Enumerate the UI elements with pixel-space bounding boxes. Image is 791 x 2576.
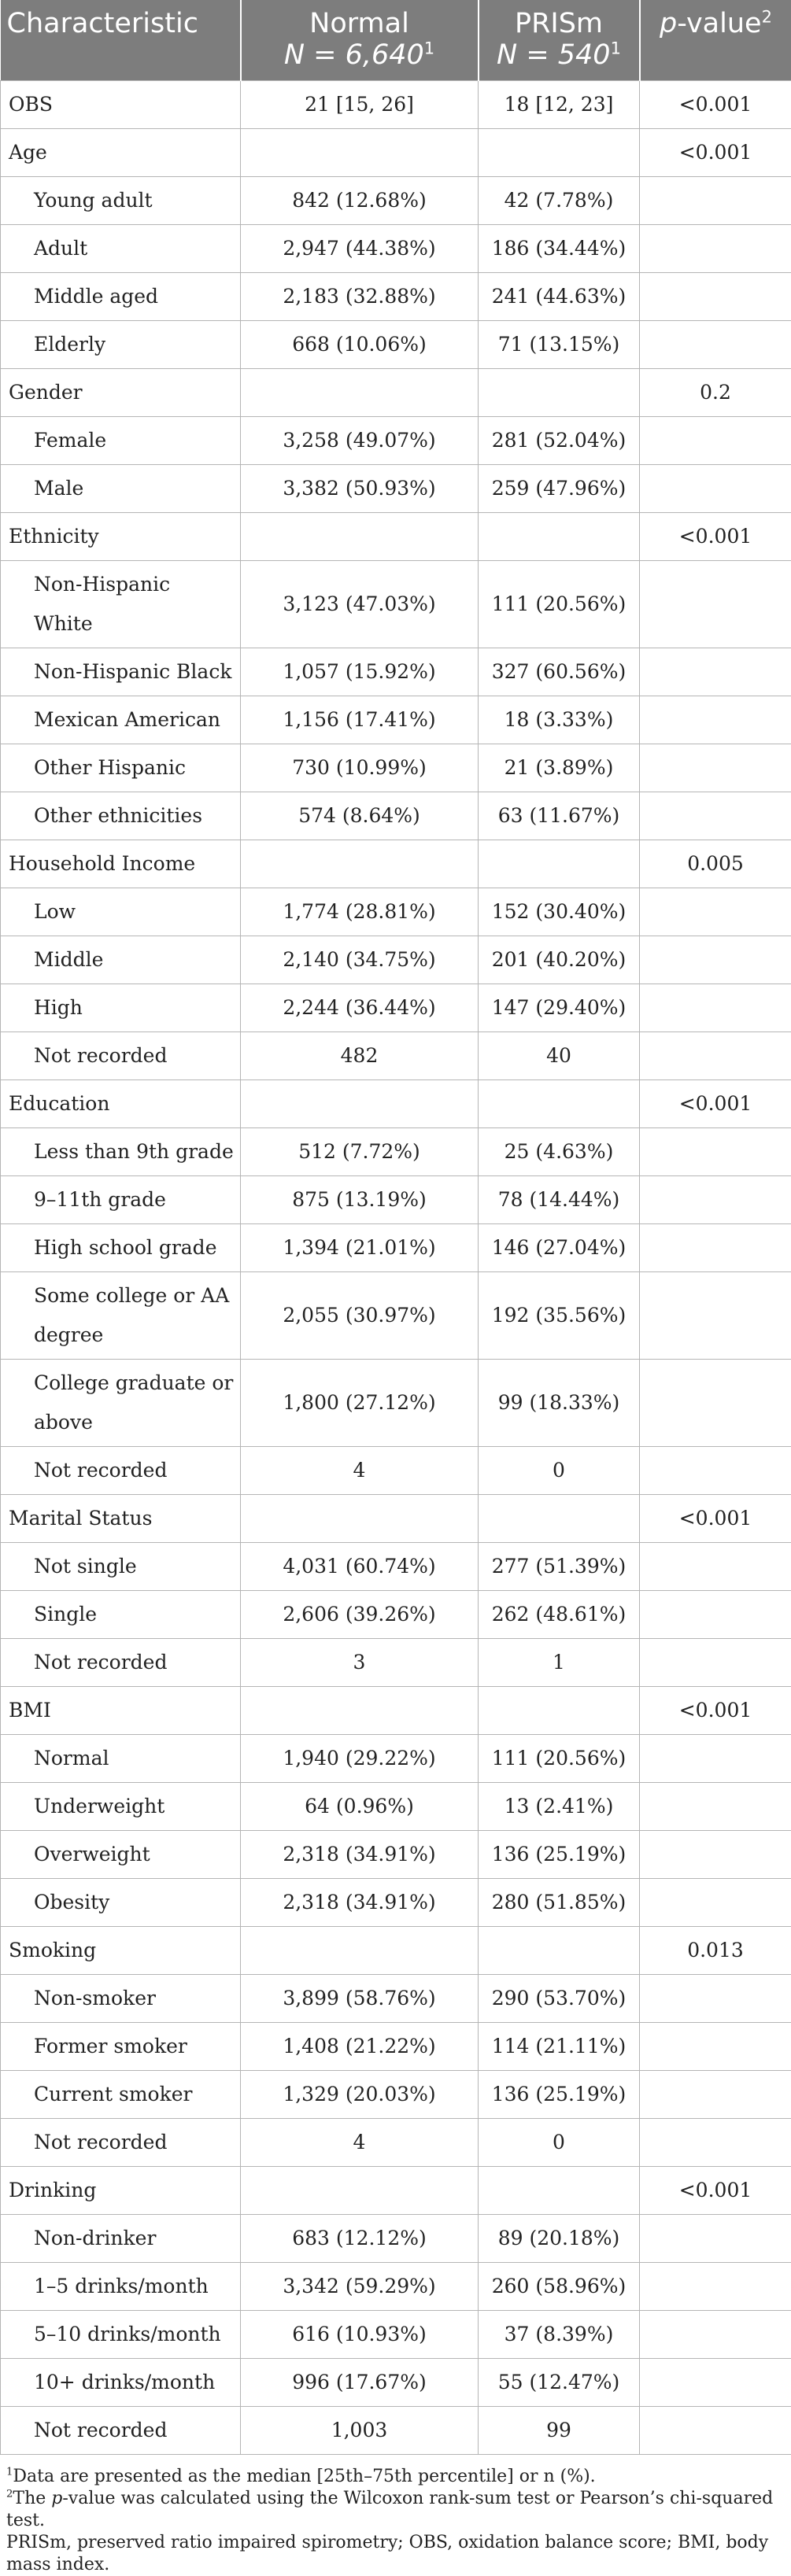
cell-characteristic: Some college or AA degree bbox=[1, 1272, 241, 1360]
cell-pvalue bbox=[640, 465, 791, 513]
cell-normal: 2,318 (34.91%) bbox=[241, 1831, 479, 1879]
cell-normal: 4,031 (60.74%) bbox=[241, 1543, 479, 1591]
table-row-category bbox=[1, 1687, 791, 1735]
cell-prism: 136 (25.19%) bbox=[479, 1831, 640, 1879]
cell-prism: 99 bbox=[479, 2407, 640, 2455]
footnote-1: $^1$Data are presented as the median [25th–75th percentile] or n (%). bbox=[6, 2466, 785, 2488]
cell-pvalue bbox=[640, 561, 791, 648]
cell-normal: 3,258 (49.07%) bbox=[241, 417, 479, 465]
cell-normal: 574 (8.64%) bbox=[241, 792, 479, 840]
cell-normal: 3,382 (50.93%) bbox=[241, 465, 479, 513]
cell-normal bbox=[241, 1927, 479, 1975]
cell-normal: 1,394 (21.01%) bbox=[241, 1224, 479, 1272]
cell-characteristic: Not single bbox=[1, 1543, 241, 1591]
cell-characteristic: Other Hispanic bbox=[1, 744, 241, 792]
cell-normal: 1,156 (17.41%) bbox=[241, 696, 479, 744]
cell-prism: 201 (40.20%) bbox=[479, 936, 640, 984]
cell-characteristic: Single bbox=[1, 1591, 241, 1639]
cell-normal bbox=[241, 513, 479, 561]
cell-prism: 114 (21.11%) bbox=[479, 2023, 640, 2071]
table-row-sub bbox=[1, 1975, 791, 2023]
cell-pvalue bbox=[640, 984, 791, 1032]
cell-characteristic: Non-Hispanic White bbox=[1, 561, 241, 648]
header-pvalue: p-value$^2$ bbox=[640, 0, 791, 81]
cell-prism bbox=[479, 1687, 640, 1735]
table-row-category bbox=[1, 129, 791, 177]
cell-pvalue bbox=[640, 2311, 791, 2359]
cell-prism: 13 (2.41%) bbox=[479, 1783, 640, 1831]
cell-prism bbox=[479, 2167, 640, 2215]
cell-pvalue bbox=[640, 177, 791, 225]
footnote-2: $^2$The p-value was calculated using the Wilcoxon rank-sum test or Pearson’s chi-squared test. bbox=[6, 2488, 785, 2532]
cell-pvalue bbox=[640, 1639, 791, 1687]
cell-characteristic: Not recorded bbox=[1, 1447, 241, 1495]
cell-prism: 290 (53.70%) bbox=[479, 1975, 640, 2023]
cell-normal: 875 (13.19%) bbox=[241, 1176, 479, 1224]
table-row-sub bbox=[1, 273, 791, 321]
cell-prism: 152 (30.40%) bbox=[479, 888, 640, 936]
cell-normal: 616 (10.93%) bbox=[241, 2311, 479, 2359]
cell-pvalue bbox=[640, 1543, 791, 1591]
cell-pvalue bbox=[640, 2071, 791, 2119]
table-footnotes bbox=[0, 2455, 791, 2576]
cell-prism: 78 (14.44%) bbox=[479, 1176, 640, 1224]
cell-characteristic: Non-smoker bbox=[1, 1975, 241, 2023]
cell-pvalue bbox=[640, 273, 791, 321]
table-body bbox=[1, 81, 791, 2455]
cell-prism: 37 (8.39%) bbox=[479, 2311, 640, 2359]
cell-pvalue bbox=[640, 2263, 791, 2311]
cell-prism: 192 (35.56%) bbox=[479, 1272, 640, 1360]
cell-normal: 3,899 (58.76%) bbox=[241, 1975, 479, 2023]
table-row-category bbox=[1, 81, 791, 129]
cell-pvalue bbox=[640, 417, 791, 465]
table-row-sub bbox=[1, 2407, 791, 2455]
cell-prism: 136 (25.19%) bbox=[479, 2071, 640, 2119]
table-row-sub bbox=[1, 1591, 791, 1639]
cell-prism: 18 (3.33%) bbox=[479, 696, 640, 744]
cell-prism: 241 (44.63%) bbox=[479, 273, 640, 321]
cell-normal: 4 bbox=[241, 2119, 479, 2167]
cell-characteristic: BMI bbox=[1, 1687, 241, 1735]
cell-pvalue: 0.013 bbox=[640, 1927, 791, 1975]
table-row-category bbox=[1, 369, 791, 417]
cell-characteristic: OBS bbox=[1, 81, 241, 129]
table-row-sub bbox=[1, 177, 791, 225]
cell-characteristic: Gender bbox=[1, 369, 241, 417]
cell-pvalue bbox=[640, 1360, 791, 1447]
cell-pvalue bbox=[640, 225, 791, 273]
table-row-sub bbox=[1, 1639, 791, 1687]
cell-prism bbox=[479, 513, 640, 561]
table-row-sub bbox=[1, 744, 791, 792]
cell-normal: 64 (0.96%) bbox=[241, 1783, 479, 1831]
cell-normal: 842 (12.68%) bbox=[241, 177, 479, 225]
cell-characteristic: Overweight bbox=[1, 1831, 241, 1879]
table-row-sub bbox=[1, 1831, 791, 1879]
cell-characteristic: Obesity bbox=[1, 1879, 241, 1927]
cell-normal: 1,408 (21.22%) bbox=[241, 2023, 479, 2071]
table-row-sub bbox=[1, 561, 791, 648]
cell-characteristic: Elderly bbox=[1, 321, 241, 369]
cell-normal: 730 (10.99%) bbox=[241, 744, 479, 792]
cell-prism: 111 (20.56%) bbox=[479, 561, 640, 648]
cell-pvalue bbox=[640, 1879, 791, 1927]
table-row-sub bbox=[1, 1879, 791, 1927]
cell-prism: 281 (52.04%) bbox=[479, 417, 640, 465]
cell-pvalue: <0.001 bbox=[640, 1080, 791, 1128]
cell-characteristic: Female bbox=[1, 417, 241, 465]
table-row-category bbox=[1, 1927, 791, 1975]
cell-normal: 512 (7.72%) bbox=[241, 1128, 479, 1176]
cell-characteristic: Underweight bbox=[1, 1783, 241, 1831]
cell-characteristic: 5–10 drinks/month bbox=[1, 2311, 241, 2359]
cell-prism: 147 (29.40%) bbox=[479, 984, 640, 1032]
cell-normal: 3 bbox=[241, 1639, 479, 1687]
cell-prism bbox=[479, 1080, 640, 1128]
cell-prism: 259 (47.96%) bbox=[479, 465, 640, 513]
cell-normal bbox=[241, 369, 479, 417]
table-row-sub bbox=[1, 888, 791, 936]
cell-characteristic: Middle aged bbox=[1, 273, 241, 321]
cell-characteristic: Low bbox=[1, 888, 241, 936]
cell-prism: 146 (27.04%) bbox=[479, 1224, 640, 1272]
cell-characteristic: Young adult bbox=[1, 177, 241, 225]
cell-pvalue: <0.001 bbox=[640, 1687, 791, 1735]
cell-prism: 55 (12.47%) bbox=[479, 2359, 640, 2407]
cell-pvalue bbox=[640, 696, 791, 744]
cell-normal: 2,140 (34.75%) bbox=[241, 936, 479, 984]
cell-normal bbox=[241, 129, 479, 177]
cell-prism: 40 bbox=[479, 1032, 640, 1080]
cell-pvalue bbox=[640, 1975, 791, 2023]
cell-pvalue: 0.005 bbox=[640, 840, 791, 888]
table-row-sub bbox=[1, 984, 791, 1032]
cell-prism: 71 (13.15%) bbox=[479, 321, 640, 369]
cell-normal: 2,318 (34.91%) bbox=[241, 1879, 479, 1927]
cell-normal bbox=[241, 1495, 479, 1543]
table-row-sub bbox=[1, 1224, 791, 1272]
cell-normal: 21 [15, 26] bbox=[241, 81, 479, 129]
table-row-sub bbox=[1, 1272, 791, 1360]
table-row-sub bbox=[1, 1543, 791, 1591]
cell-pvalue: <0.001 bbox=[640, 81, 791, 129]
cell-normal: 1,940 (29.22%) bbox=[241, 1735, 479, 1783]
cell-prism: 327 (60.56%) bbox=[479, 648, 640, 696]
cell-pvalue bbox=[640, 1591, 791, 1639]
cell-prism: 89 (20.18%) bbox=[479, 2215, 640, 2263]
table-row-category bbox=[1, 1495, 791, 1543]
cell-characteristic: Ethnicity bbox=[1, 513, 241, 561]
cell-normal: 2,055 (30.97%) bbox=[241, 1272, 479, 1360]
cell-normal: 668 (10.06%) bbox=[241, 321, 479, 369]
cell-pvalue bbox=[640, 1224, 791, 1272]
table-row-sub bbox=[1, 1176, 791, 1224]
cell-pvalue bbox=[640, 2215, 791, 2263]
table-header bbox=[1, 0, 791, 81]
cell-prism bbox=[479, 1495, 640, 1543]
cell-normal: 3,123 (47.03%) bbox=[241, 561, 479, 648]
cell-pvalue bbox=[640, 1176, 791, 1224]
cell-pvalue bbox=[640, 321, 791, 369]
table-row-sub bbox=[1, 2023, 791, 2071]
cell-characteristic: Mexican American bbox=[1, 696, 241, 744]
cell-characteristic: Smoking bbox=[1, 1927, 241, 1975]
cell-characteristic: Education bbox=[1, 1080, 241, 1128]
cell-pvalue bbox=[640, 648, 791, 696]
cell-characteristic: Less than 9th grade bbox=[1, 1128, 241, 1176]
cell-characteristic: High bbox=[1, 984, 241, 1032]
cell-normal bbox=[241, 1687, 479, 1735]
header-characteristic: Characteristic bbox=[1, 0, 241, 81]
cell-characteristic: Not recorded bbox=[1, 1639, 241, 1687]
cell-prism bbox=[479, 369, 640, 417]
table-row-sub bbox=[1, 696, 791, 744]
cell-prism: 99 (18.33%) bbox=[479, 1360, 640, 1447]
table-row-sub bbox=[1, 2263, 791, 2311]
cell-prism: 186 (34.44%) bbox=[479, 225, 640, 273]
cell-characteristic: Middle bbox=[1, 936, 241, 984]
cell-normal bbox=[241, 840, 479, 888]
cell-characteristic: Household Income bbox=[1, 840, 241, 888]
table-row-category bbox=[1, 513, 791, 561]
table-row-sub bbox=[1, 2119, 791, 2167]
table-row-sub bbox=[1, 321, 791, 369]
cell-pvalue bbox=[640, 1032, 791, 1080]
cell-normal bbox=[241, 1080, 479, 1128]
cell-characteristic: Male bbox=[1, 465, 241, 513]
cell-pvalue: <0.001 bbox=[640, 1495, 791, 1543]
cell-normal: 1,057 (15.92%) bbox=[241, 648, 479, 696]
cell-characteristic: 1–5 drinks/month bbox=[1, 2263, 241, 2311]
cell-pvalue bbox=[640, 1783, 791, 1831]
cell-characteristic: Normal bbox=[1, 1735, 241, 1783]
table-row-category bbox=[1, 840, 791, 888]
cell-characteristic: Age bbox=[1, 129, 241, 177]
cell-characteristic: Not recorded bbox=[1, 1032, 241, 1080]
cell-pvalue bbox=[640, 2407, 791, 2455]
cell-pvalue bbox=[640, 2119, 791, 2167]
cell-characteristic: Former smoker bbox=[1, 2023, 241, 2071]
cell-pvalue bbox=[640, 2023, 791, 2071]
cell-normal: 2,606 (39.26%) bbox=[241, 1591, 479, 1639]
cell-normal: 4 bbox=[241, 1447, 479, 1495]
cell-characteristic: Not recorded bbox=[1, 2407, 241, 2455]
cell-characteristic: College graduate or above bbox=[1, 1360, 241, 1447]
cell-pvalue bbox=[640, 888, 791, 936]
cell-characteristic: Not recorded bbox=[1, 2119, 241, 2167]
cell-prism: 260 (58.96%) bbox=[479, 2263, 640, 2311]
cell-prism bbox=[479, 129, 640, 177]
table-row-sub bbox=[1, 1032, 791, 1080]
cell-normal bbox=[241, 2167, 479, 2215]
cell-normal: 683 (12.12%) bbox=[241, 2215, 479, 2263]
cell-prism: 0 bbox=[479, 2119, 640, 2167]
table-row-sub bbox=[1, 1783, 791, 1831]
cell-pvalue: <0.001 bbox=[640, 129, 791, 177]
cell-normal: 2,183 (32.88%) bbox=[241, 273, 479, 321]
cell-prism: 280 (51.85%) bbox=[479, 1879, 640, 1927]
table-row-sub bbox=[1, 2071, 791, 2119]
cell-pvalue bbox=[640, 744, 791, 792]
table-row-sub bbox=[1, 936, 791, 984]
cell-characteristic: High school grade bbox=[1, 1224, 241, 1272]
cell-characteristic: Adult bbox=[1, 225, 241, 273]
cell-characteristic: Non-Hispanic Black bbox=[1, 648, 241, 696]
cell-pvalue bbox=[640, 1272, 791, 1360]
table-row-sub bbox=[1, 648, 791, 696]
cell-prism: 262 (48.61%) bbox=[479, 1591, 640, 1639]
cell-characteristic: Other ethnicities bbox=[1, 792, 241, 840]
table-row-sub bbox=[1, 2215, 791, 2263]
cell-prism: 63 (11.67%) bbox=[479, 792, 640, 840]
cell-prism: 18 [12, 23] bbox=[479, 81, 640, 129]
table-row-sub bbox=[1, 1735, 791, 1783]
table-row-sub bbox=[1, 1128, 791, 1176]
cell-pvalue bbox=[640, 936, 791, 984]
cell-normal: 2,244 (36.44%) bbox=[241, 984, 479, 1032]
cell-prism: 42 (7.78%) bbox=[479, 177, 640, 225]
cell-characteristic: Marital Status bbox=[1, 1495, 241, 1543]
cell-prism: 0 bbox=[479, 1447, 640, 1495]
table-row-category bbox=[1, 1080, 791, 1128]
cell-normal: 3,342 (59.29%) bbox=[241, 2263, 479, 2311]
cell-pvalue: 0.2 bbox=[640, 369, 791, 417]
cell-pvalue bbox=[640, 792, 791, 840]
table-row-sub bbox=[1, 1360, 791, 1447]
cell-characteristic: Drinking bbox=[1, 2167, 241, 2215]
header-normal: Normal $N = 6,640^1$ bbox=[241, 0, 479, 81]
footnote-3: PRISm, preserved ratio impaired spirometry; OBS, oxidation balance score; BMI, body mass index. bbox=[6, 2532, 785, 2576]
table-row-category bbox=[1, 2167, 791, 2215]
cell-characteristic: Current smoker bbox=[1, 2071, 241, 2119]
cell-normal: 1,003 bbox=[241, 2407, 479, 2455]
cell-normal: 2,947 (44.38%) bbox=[241, 225, 479, 273]
table-row-sub bbox=[1, 225, 791, 273]
cell-prism: 21 (3.89%) bbox=[479, 744, 640, 792]
cell-prism: 277 (51.39%) bbox=[479, 1543, 640, 1591]
cell-normal: 996 (17.67%) bbox=[241, 2359, 479, 2407]
cell-pvalue bbox=[640, 1735, 791, 1783]
table-row-sub bbox=[1, 465, 791, 513]
header-prism: PRISm $N = 540^1$ bbox=[479, 0, 640, 81]
cell-characteristic: 9–11th grade bbox=[1, 1176, 241, 1224]
cell-normal: 1,329 (20.03%) bbox=[241, 2071, 479, 2119]
table-row-sub bbox=[1, 2311, 791, 2359]
table-row-sub bbox=[1, 2359, 791, 2407]
cell-prism: 1 bbox=[479, 1639, 640, 1687]
table-row-sub bbox=[1, 417, 791, 465]
cell-pvalue bbox=[640, 1447, 791, 1495]
cell-normal: 1,774 (28.81%) bbox=[241, 888, 479, 936]
cell-prism: 111 (20.56%) bbox=[479, 1735, 640, 1783]
cell-prism bbox=[479, 840, 640, 888]
table-row-sub bbox=[1, 1447, 791, 1495]
cell-prism bbox=[479, 1927, 640, 1975]
table-row-sub bbox=[1, 792, 791, 840]
cell-characteristic: 10+ drinks/month bbox=[1, 2359, 241, 2407]
cell-normal: 1,800 (27.12%) bbox=[241, 1360, 479, 1447]
cell-prism: 25 (4.63%) bbox=[479, 1128, 640, 1176]
cell-pvalue: <0.001 bbox=[640, 2167, 791, 2215]
cell-normal: 482 bbox=[241, 1032, 479, 1080]
cell-pvalue bbox=[640, 1831, 791, 1879]
cell-pvalue: <0.001 bbox=[640, 513, 791, 561]
cell-pvalue bbox=[640, 1128, 791, 1176]
cell-pvalue bbox=[640, 2359, 791, 2407]
cell-characteristic: Non-drinker bbox=[1, 2215, 241, 2263]
